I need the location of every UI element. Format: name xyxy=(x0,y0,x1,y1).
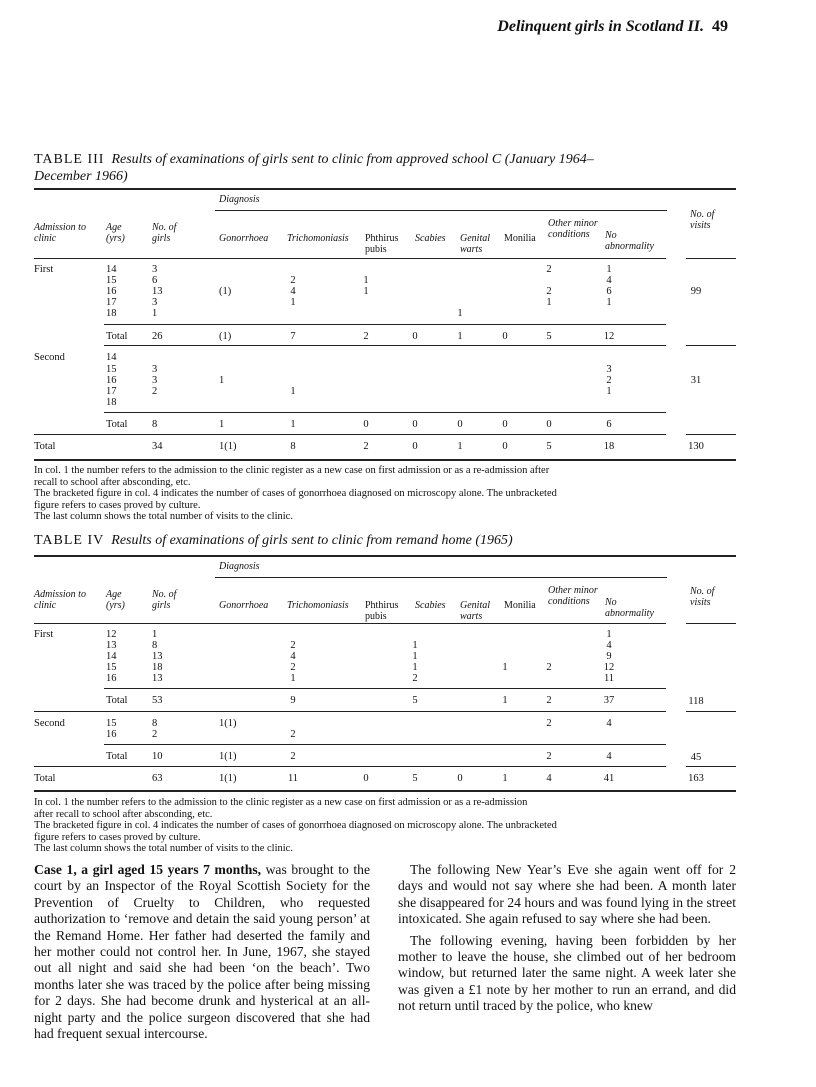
table4-cell: 1 xyxy=(502,773,508,784)
table4-cell: 5 xyxy=(412,773,418,784)
table3-cell: 0 xyxy=(412,331,418,342)
table4-cell: 2 xyxy=(546,695,552,706)
table3-cell: 1 xyxy=(606,297,612,308)
table4-cell: 8 xyxy=(152,718,158,729)
table4-cell: 18 xyxy=(152,662,163,673)
table4-col-header: No. of visits xyxy=(690,586,715,608)
table3-cell: First xyxy=(34,264,54,275)
table3-col-header: No. of girls xyxy=(152,222,177,244)
table3-label: TABLE III xyxy=(34,152,105,167)
table-rule xyxy=(34,555,736,557)
table3-col-header: Gonorrhoea xyxy=(219,233,269,244)
table3-cell: 6 xyxy=(152,275,158,286)
table3-cell: 34 xyxy=(152,441,163,452)
table3-cell: Total xyxy=(106,331,128,342)
table3-note: figure refers to cases proved by culture. xyxy=(34,499,201,511)
table4-cell: 4 xyxy=(546,773,552,784)
table4-caption xyxy=(34,532,734,549)
case-text: was brought to the court by an Inspector of the Royal Scottish Society for the Prevention of Cruelty to Children, who requested authorization to ‘remove and detain the said young person’ at the Remand Home. Her father had deserted the family and her mother could not control her. In June, 1967, she stayed out all night and said she had been ‘on the beach’. Two months later she was traced by the police after being missing for 2 days. She had become drunk and hysterical at an all-night party and the police surgeon discovered that she had had frequent sexual intercourse. xyxy=(34,862,370,1042)
table3-cell: 2 xyxy=(546,264,552,275)
table3-cell: 16 xyxy=(106,286,117,297)
table4-cell: 2 xyxy=(546,751,552,762)
table3-cell: 2 xyxy=(363,441,369,452)
table3-cell: 15 xyxy=(106,364,117,375)
table-rule xyxy=(104,412,666,413)
table4-cell: 13 xyxy=(152,673,163,684)
table4-cell: Total xyxy=(106,695,128,706)
table4-cell: 1 xyxy=(502,662,508,673)
table3-cell: (1) xyxy=(219,331,232,342)
table3-cell: 0 xyxy=(412,419,418,430)
table4-notes xyxy=(34,797,694,855)
table3-cell: 18 xyxy=(603,441,615,452)
table-rule xyxy=(34,258,666,259)
table4-cell: 16 xyxy=(106,729,117,740)
table4-cell: 1(1) xyxy=(219,751,237,762)
table3-cell: 3 xyxy=(152,264,158,275)
table3-cell: 18 xyxy=(106,308,117,319)
table3-cell: 2 xyxy=(290,275,296,286)
table3-cell: 3 xyxy=(152,364,158,375)
table4-col-header: Age (yrs) xyxy=(106,589,125,611)
table3-cell: 1 xyxy=(290,386,296,397)
table-rule xyxy=(34,711,666,712)
table4-cell: 163 xyxy=(688,773,704,784)
table3-cell: 8 xyxy=(152,419,158,430)
table4-cell: 63 xyxy=(152,773,163,784)
table3-cell: 2 xyxy=(363,331,369,342)
table4-cell: 4 xyxy=(606,751,612,762)
table4-cell: 2 xyxy=(290,729,296,740)
table3-cell: 0 xyxy=(546,419,552,430)
table3-cell: 1 xyxy=(152,308,158,319)
table4-cell: First xyxy=(34,629,54,640)
table-rule xyxy=(34,790,736,792)
table4-col-header: Monilia xyxy=(504,600,536,611)
table3-cell: 1 xyxy=(457,331,463,342)
table-rule xyxy=(34,623,666,624)
table4-cell: 118 xyxy=(688,696,704,707)
table4-cell: 1(1) xyxy=(219,773,237,784)
table-rule xyxy=(34,434,666,435)
table3-cell: 12 xyxy=(603,331,615,342)
table3-cell: 16 xyxy=(106,375,117,386)
table3-note: The bracketed figure in col. 4 indicates the number of cases of gonorrhoea diagnosed on microscopy alone. The unbracketed xyxy=(34,488,557,499)
table3-cell: 130 xyxy=(688,441,704,452)
table4-cell: 0 xyxy=(457,773,463,784)
table-rule xyxy=(686,434,736,435)
table3-cell: 6 xyxy=(606,419,612,430)
table3-cell: 1 xyxy=(546,297,552,308)
table-rule xyxy=(34,766,666,767)
page-number: 49 xyxy=(712,18,728,35)
table4-cell: 15 xyxy=(106,718,117,729)
table3-note: In col. 1 the number refers to the admission to the clinic register as a new case on first admission or as a re-admission after xyxy=(34,465,550,476)
table3-cell: 2 xyxy=(546,286,552,297)
table3-cell: 18 xyxy=(106,397,117,408)
table4-col-header: Admission to clinic xyxy=(34,589,86,611)
table3-cell: 1 xyxy=(457,308,463,319)
table-rule xyxy=(686,766,736,767)
table3-notes xyxy=(34,465,694,523)
table4-cell: 15 xyxy=(106,662,117,673)
table-rule xyxy=(686,623,736,624)
table4-note: The bracketed figure in col. 4 indicates the number of cases of gonorrhoea diagnosed on microscopy alone. The unbracketed xyxy=(34,820,557,831)
table3-diagnosis-header: Diagnosis xyxy=(219,194,260,205)
table4-cell: 1 xyxy=(412,640,418,651)
table3-caption-line2: December 1966) xyxy=(34,169,128,184)
body-paragraph: The following New Year’s Eve she again went off for 2 days and would not say where she had been. A month later she disappeared for 24 hours and was found lying in the street intoxicated. She again refused to say where she had been. xyxy=(398,862,736,927)
table4-cell: 37 xyxy=(603,695,615,706)
table3-cell: 3 xyxy=(606,364,612,375)
table4-label: TABLE IV xyxy=(34,533,105,548)
table3-cell: 0 xyxy=(412,441,418,452)
table3-cell: 3 xyxy=(152,375,158,386)
table3-cell: 17 xyxy=(106,386,117,397)
table4-col-header: Other minor conditions xyxy=(548,585,598,607)
table3-cell: 1 xyxy=(606,386,612,397)
body-left-column xyxy=(34,862,370,1047)
table4-cell: 2 xyxy=(152,729,158,740)
table4-cell: 9 xyxy=(606,651,612,662)
table3-cell: 2 xyxy=(606,375,612,386)
table4-cell: 16 xyxy=(106,673,117,684)
table4-cell: Second xyxy=(34,718,65,729)
table4-col-header: No. of girls xyxy=(152,589,177,611)
table4-cell: 2 xyxy=(412,673,418,684)
table3-col-header: Trichomoniasis xyxy=(287,233,349,244)
table4-cell: Total xyxy=(34,773,56,784)
table3-cell: 8 xyxy=(290,441,296,452)
table3-note: The last column shows the total number of visits to the clinic. xyxy=(34,511,293,522)
table3-cell: 1 xyxy=(457,441,463,452)
table4-note: figure refers to cases proved by culture. xyxy=(34,831,201,843)
table3-cell: 1 xyxy=(363,286,369,297)
journal-title: Delinquent girls in Scotland II. xyxy=(497,18,704,35)
table3-col-header: Age (yrs) xyxy=(106,222,125,244)
table4-caption-text: Results of examinations of girls sent to clinic from remand home (1965) xyxy=(111,533,513,548)
table4-cell: 11 xyxy=(603,673,615,684)
table3-cell: 26 xyxy=(152,331,163,342)
table3-cell: 7 xyxy=(290,331,296,342)
table4-cell: 13 xyxy=(152,651,163,662)
table3-cell: 99 xyxy=(690,286,702,297)
table4-cell: 10 xyxy=(152,751,163,762)
table4-cell: 2 xyxy=(546,662,552,673)
table4-col-header: No abnormality xyxy=(605,597,654,619)
body-right-column xyxy=(398,862,736,1020)
table3-cell: 0 xyxy=(363,419,369,430)
table4-cell: 1 xyxy=(412,651,418,662)
table3-cell: 14 xyxy=(106,352,117,363)
table4-note: The last column shows the total number of visits to the clinic. xyxy=(34,843,293,854)
table4-cell: 2 xyxy=(546,718,552,729)
table4-cell: 1 xyxy=(412,662,418,673)
table3-cell: 17 xyxy=(106,297,117,308)
table3-cell: 1 xyxy=(219,419,225,430)
table3-cell: 0 xyxy=(457,419,463,430)
body-paragraph: The following evening, having been forbidden by her mother to leave the house, she climbed out of her bedroom window, but returned later the same night. A week later she was given a £1 note by her mother to run an errand, and did not return until traced by the police, who knew xyxy=(398,932,736,1014)
table3-cell: 5 xyxy=(546,331,552,342)
table3-cell: Second xyxy=(34,352,65,363)
table3-cell: Total xyxy=(34,441,56,452)
table4-cell: 1(1) xyxy=(219,718,237,729)
table-rule xyxy=(34,459,736,461)
table4-col-header: Genital warts xyxy=(460,600,490,622)
table-rule xyxy=(686,711,736,712)
table3-cell: 1 xyxy=(290,419,296,430)
running-header xyxy=(497,18,728,36)
table3-cell: 1 xyxy=(606,264,612,275)
table4-cell: Total xyxy=(106,751,128,762)
table4-cell: 4 xyxy=(290,651,296,662)
table3-cell: 1 xyxy=(290,297,296,308)
table4-cell: 1 xyxy=(290,673,296,684)
table4-cell: 13 xyxy=(106,640,117,651)
table3-col-header: Monilia xyxy=(504,233,536,244)
table3-col-header: Admission to clinic xyxy=(34,222,86,244)
table3-cell: Total xyxy=(106,419,128,430)
table-rule xyxy=(215,210,667,211)
table3-cell: 6 xyxy=(606,286,612,297)
table3-cell: 5 xyxy=(546,441,552,452)
table3-col-header: Genital warts xyxy=(460,233,490,255)
table4-diagnosis-header: Diagnosis xyxy=(219,561,260,572)
table4-cell: 8 xyxy=(152,640,158,651)
table3-col-header: No abnormality xyxy=(605,230,654,252)
table4-cell: 2 xyxy=(290,640,296,651)
table4-col-header: Gonorrhoea xyxy=(219,600,269,611)
table4-cell: 0 xyxy=(363,773,369,784)
table4-cell: 4 xyxy=(606,640,612,651)
table3-col-header: Other minor conditions xyxy=(548,218,598,240)
table3-cell: (1) xyxy=(219,286,232,297)
table-rule xyxy=(104,688,666,689)
table3-cell: 1 xyxy=(219,375,225,386)
table4-col-header: Trichomoniasis xyxy=(287,600,349,611)
table3-cell: 4 xyxy=(606,275,612,286)
table3-cell: 0 xyxy=(502,441,508,452)
table3-cell: 1 xyxy=(363,275,369,286)
table3-cell: 14 xyxy=(106,264,117,275)
table4-cell: 5 xyxy=(412,695,418,706)
table3-col-header: No. of visits xyxy=(690,209,715,231)
table4-col-header: Phthirus pubis xyxy=(365,600,399,622)
table4-cell: 14 xyxy=(106,651,117,662)
table-rule xyxy=(34,188,736,190)
table4-cell: 41 xyxy=(603,773,615,784)
table3-cell: 2 xyxy=(152,386,158,397)
table4-cell: 1 xyxy=(606,629,612,640)
table4-cell: 2 xyxy=(290,751,296,762)
table4-cell: 53 xyxy=(152,695,163,706)
table4-cell: 9 xyxy=(290,695,296,706)
table4-cell: 12 xyxy=(603,662,615,673)
case-paragraph xyxy=(34,862,370,1042)
table3-cell: 1(1) xyxy=(219,441,237,452)
table3-cell: 3 xyxy=(152,297,158,308)
case-lead: Case 1, a girl aged 15 years 7 months, xyxy=(34,862,262,877)
table4-cell: 1 xyxy=(502,695,508,706)
table3-cell: 13 xyxy=(152,286,163,297)
table4-note: after recall to school after absconding, etc. xyxy=(34,808,213,820)
table-rule xyxy=(686,258,736,259)
table3-cell: 15 xyxy=(106,275,117,286)
table3-cell: 0 xyxy=(502,419,508,430)
table-rule xyxy=(104,345,666,346)
table4-cell: 2 xyxy=(290,662,296,673)
table-rule xyxy=(215,577,667,578)
table4-cell: 12 xyxy=(106,629,117,640)
table3-note: recall to school after absconding, etc. xyxy=(34,476,191,488)
table-rule xyxy=(104,324,666,325)
table3-cell: 0 xyxy=(502,331,508,342)
table-rule xyxy=(104,744,666,745)
table4-cell: 1 xyxy=(152,629,158,640)
table-rule xyxy=(686,345,736,346)
table4-cell: 45 xyxy=(690,752,702,763)
table4-cell: 11 xyxy=(287,773,299,784)
table3-caption xyxy=(34,151,734,185)
table3-cell: 31 xyxy=(690,375,702,386)
table3-col-header: Phthirus pubis xyxy=(365,233,399,255)
table4-cell: 4 xyxy=(606,718,612,729)
table3-caption-line1: Results of examinations of girls sent to clinic from approved school C (January 1964– xyxy=(111,152,594,167)
table4-col-header: Scabies xyxy=(415,600,446,611)
table3-cell: 4 xyxy=(290,286,296,297)
table4-note: In col. 1 the number refers to the admission to the clinic register as a new case on first admission or as a re-admission xyxy=(34,797,528,808)
table3-col-header: Scabies xyxy=(415,233,446,244)
